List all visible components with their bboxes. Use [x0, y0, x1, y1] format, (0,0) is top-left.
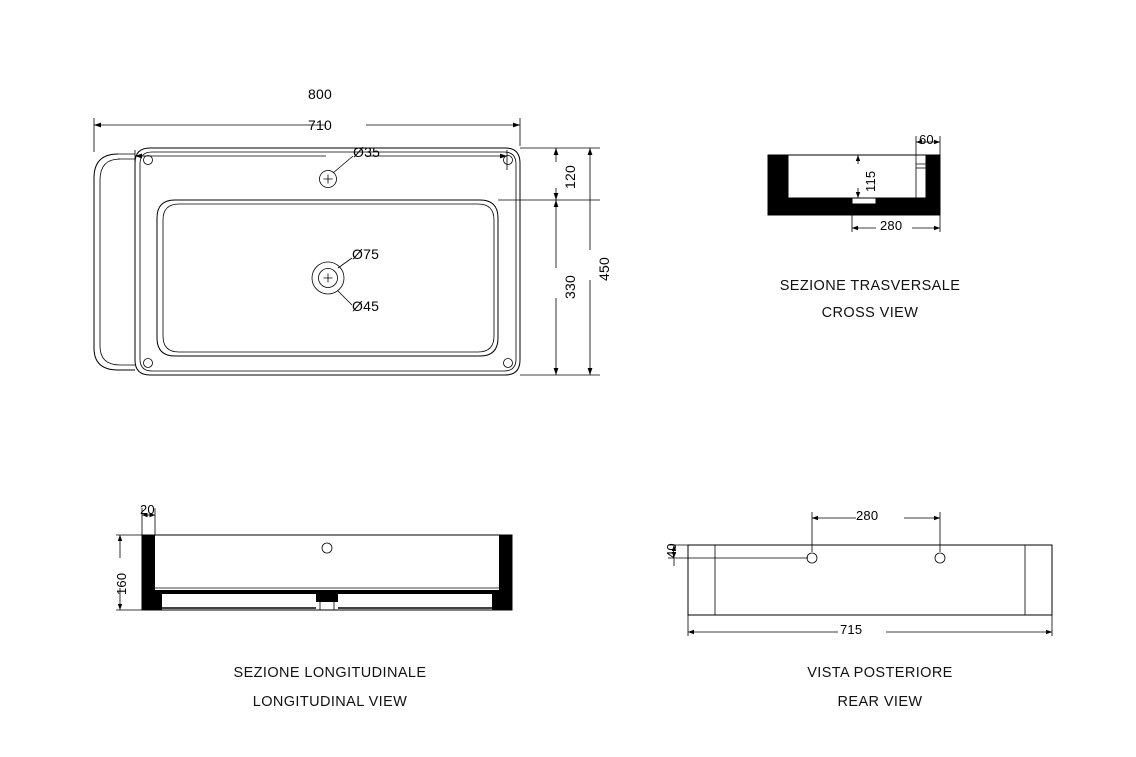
cross-view-caption-it: SEZIONE TRASVERSALE	[779, 278, 961, 294]
longitudinal-view-caption-it: SEZIONE LONGITUDINALE	[233, 665, 427, 681]
rear-view	[660, 490, 1080, 640]
dim-cross-60: 60	[919, 132, 934, 147]
dim-top-width-710: 710	[308, 117, 332, 133]
dim-rear-40: 40	[664, 543, 679, 558]
dim-top-width-800: 800	[308, 86, 332, 102]
rear-view-caption-it: VISTA POSTERIORE	[807, 665, 953, 681]
longitudinal-view-caption-en: LONGITUDINAL VIEW	[252, 694, 408, 710]
dim-top-hole-35: Ø35	[353, 144, 381, 160]
dim-top-depth-330: 330	[562, 275, 578, 299]
dim-long-160: 160	[114, 572, 129, 595]
dim-cross-280: 280	[880, 218, 903, 233]
top-view	[80, 70, 640, 400]
rear-view-caption-en: REAR VIEW	[837, 694, 923, 710]
cross-view-caption-en: CROSS VIEW	[821, 305, 919, 321]
dim-rear-715: 715	[840, 622, 863, 637]
dim-cross-115: 115	[863, 170, 878, 192]
dim-top-waste-75: Ø75	[352, 246, 380, 262]
longitudinal-view	[110, 490, 550, 630]
dim-rear-280: 280	[856, 508, 879, 523]
dim-long-20: 20	[140, 502, 155, 517]
dim-top-waste-45: Ø45	[352, 298, 380, 314]
dim-top-depth-120: 120	[562, 165, 578, 189]
dim-top-depth-450: 450	[596, 257, 612, 281]
cross-view	[740, 120, 1030, 250]
